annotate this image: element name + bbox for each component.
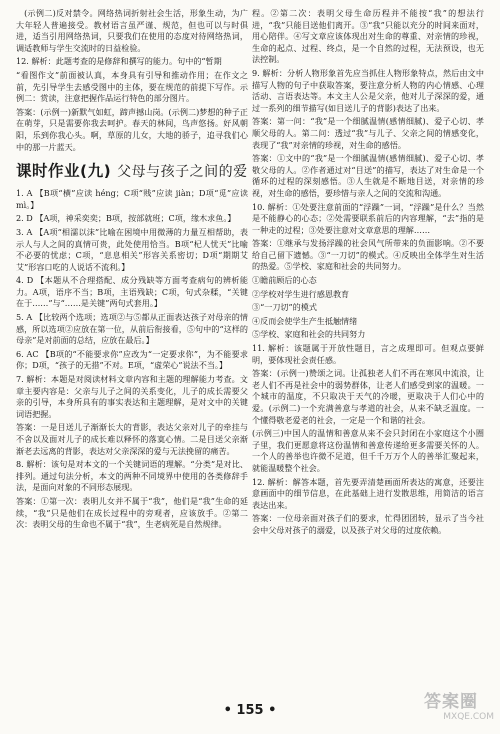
page-number: • 155 • <box>223 703 277 718</box>
paragraph: (示例二)反对禁令。网络热词折射社会生活，形象生动，为广大年轻人普遍接受。教材语言虽严谨、规范，但也可以与时俱进，适当引用网络热词，只要我们在使用的态度对待网络热词，调适教师与学生交流时的日益检验。 <box>16 8 248 53</box>
paragraph: 程。②第二次：表明父母生命历程并不能按“我”的想法行进，“我”只能目送他们离开。③“我”只能以充分的时间来面对，用心陪伴。④写文章应该体现出对生命的尊重、对亲情的珍视，生命的起点、过程、终点，是一个自然的过程，无法预设，也无法控制。 <box>252 8 484 65</box>
question-12-answer: 答案：(示例一)新默气如虹，蹄声撼山岗。(示例二)梦想的种子正在萌芽，只是需要你我去呵护。春天的林间，鸟声悠扬。好风朝阳，乐到你我心头。啊，草原的儿女，大地的骄子，追寻我们心中的那一片蓝天。 <box>16 106 248 152</box>
left-column <box>16 8 248 533</box>
question-8-answer: 答案：①第一次：表明儿女并不属于“我”，他们是“我”生命的延续，“我”只是他们在成长过程中的旁观者，应该放手。②第二次：表明父母的生命也不属于“我”，生老病死是自然规律。 <box>16 495 248 530</box>
question-12-answer: 答案：一位母亲面对孩子们的要求，忙得团团转，显示了当今社会中父母对孩子的溺爱，以及孩子对父母的过度依赖。 <box>252 513 484 535</box>
question-9-answer-b: 答案：①文中的“我”是一个细腻温情(感情细腻)、爱子心切、孝敬父母的人。②作者通过对“目送”的描写，表达了对生命是一个循环的过程的深刻感悟。③人生就是不断地目送，对亲情的珍视，对生命的感悟，要珍惜与亲人之间的交流和沟通。 <box>252 153 484 198</box>
question-12-analysis: 12. 解析：解答本题，首先要弄清楚画面所表达的寓意，还要注意画面中的细节信息，在此基础上进行发散思维，用简洁的语言表达出来。 <box>252 476 484 510</box>
heading-main: 课时作业(九) <box>16 162 112 181</box>
question-7-answer: 答案：一是目送儿子渐渐长大的背影，表达父亲对儿子的牵挂与不舍以及面对儿子的成长难以释怀的落寞心情。二是目送父亲渐渐老去远离的背影，表达对父亲深深的爱与无法挽留的痛苦。 <box>16 422 248 456</box>
answer-item: 2. D 【A项，神采奕奕；B项，按部就班；C项，缘木求鱼。】 <box>16 213 236 224</box>
question-11-analysis: 11. 解析：该题属于开放性题目，言之成理即可。但观点要鲜明，要体现社会责任感。 <box>252 343 484 365</box>
question-10-answer: 答案：①继承与发扬浮躁的社会风气所带来的负面影响。②不要给自己留下遗憾。③“一刀切”的模式。④反映出全体学生对生活的热爱。⑤学校、家庭和社会的共同努力。 <box>252 238 484 272</box>
question-11-answer: 答案：(示例一)赞颂之词。让孤独老人们不再在寒风中流浪，让老人们不再是社会中的弱势群体，让老人们感受到家的温暖。一个城市的温度，不只取决于天气的冷暖，更取决于人们心中的爱。(示例二)一个充满善意与孝道的社会，从来不缺乏温度。一个懂得敬老爱老的社会，一定是一个和谐的社会。 <box>252 368 484 425</box>
answer-list-item: ④反而会使学生产生抵触情绪 <box>252 315 358 326</box>
question-11-answer-b: (示例三)中国人的温情和善意从来不会只封闭在小家庭这个小圈子里，我们更愿意将这份温情和善意传递给更多需要关怀的人。一个人的善举也许微不足道，但千千万万个人的善举汇聚起来，就能温暖整个社会。 <box>252 428 484 473</box>
answer-list-item: ①瞻前顾后的心态 <box>252 275 317 286</box>
section-heading <box>16 161 248 182</box>
heading-sub: 父母与孩子之间的爱 <box>117 164 248 181</box>
question-12-analysis: 12. 解析：此题考查的是修辞和撰写的能力。句中的“暂期 <box>16 56 222 67</box>
answer-item: 6. AC 【B项的“不能要求你”应改为“一定要求你”，为不能要求你；D项，“孩子的无措”不对。E项，“虚荣心”说法不当。】 <box>16 348 248 371</box>
answer-list-item: ③“一刀切”的模式 <box>252 302 317 313</box>
question-7-analysis: 7. 解析：本题是对阅读材料文章内容和主题的理解能力考查。文章主要内容是：父亲与儿子之间的关系变化，儿子的成长需要父亲的引导，本身所具有的事实表达和主题理解，是对文中的关键词语把握。 <box>16 374 248 419</box>
answer-list-item: ②学校对学生进行感恩教育 <box>252 288 350 299</box>
question-9-answer: 答案：第一问：“我”是一个细腻温情(感情细腻)、爱子心切、孝顺父母的人。第二问：透过“我”与儿子、父亲之间的情感变化，表现了“我”对亲情的珍视，对生命的感悟。 <box>252 116 484 150</box>
question-10-analysis: 10. 解析：①处要注意前面的“浮躁”一词，“浮躁”是什么？当然是不能静心的心态；②处需要联系前后的内容理解，“去”指的是一种走的过程；③处要注意对文章意思的理解…… <box>252 201 484 235</box>
answer-item: 4. D 【本题从不合理搭配、成分残缺等方面考查病句的辨析能力。A项，语序不当；B项，主语残缺；C项，句式杂糅，“关键在于……”与“……是关键”两句式套用。】 <box>16 275 248 309</box>
question-8-analysis: 8. 解析：该句是对本文的一个关键词语的理解。“分类”是对比、排列。通过句法分析，本文的两种不同境界中使用的各类修辞手法，是面向对象的不同形态展现。 <box>16 459 248 493</box>
answer-item: 5. A 【比较两个选项；选项②与⑤都从正面表达孩子对母亲的情感，所以选项②应放在第一位，从前后衔接看，⑤句中的“这样的母亲”是对前面的总结，应放在最后。】 <box>16 312 248 346</box>
question-9-analysis: 9. 解析：分析人物形象首先应当抓住人物形象特点，然后由文中描写人物的句子中获取答案，要注意分析人物的内心情感、心理活动、言语表达等。本文主人公是父亲，他对儿子深深的爱，通过一系列的细节描写(如目送儿子的背影)表达了出来。 <box>252 67 484 113</box>
answer-list-item: ⑤学校、家庭和社会的共同努力 <box>252 329 366 340</box>
watermark-url: MXQE.COM <box>443 712 494 722</box>
watermark-logo <box>424 692 494 728</box>
answer-item: 1. A 【B项“横”应读 héng；C项“贱”应读 jiàn；D项“觅”应读 mì。】 <box>16 188 248 210</box>
watermark-text: 答案圈 <box>424 692 478 712</box>
answer-item: 3. A 【A项“相濡以沫”比喻在困境中用微薄的力量互相帮助，表示人与人之间的真情可贵，此处使用恰当。B项“杞人忧天”比喻不必要的忧虑；C项，“息息相关”形容关系密切；D项“期期艾艾”形容口吃的人说话不流利。】 <box>16 226 248 272</box>
question-12-body: “看图作文”前面被认真，本身具有引导和推动作用；在作文之前，先引导学生去感受图中的主体，要在规范的前提下写作。示例二：赏读，注意把握作品运行特色的部分图片。 <box>16 69 248 104</box>
right-column <box>252 8 484 539</box>
